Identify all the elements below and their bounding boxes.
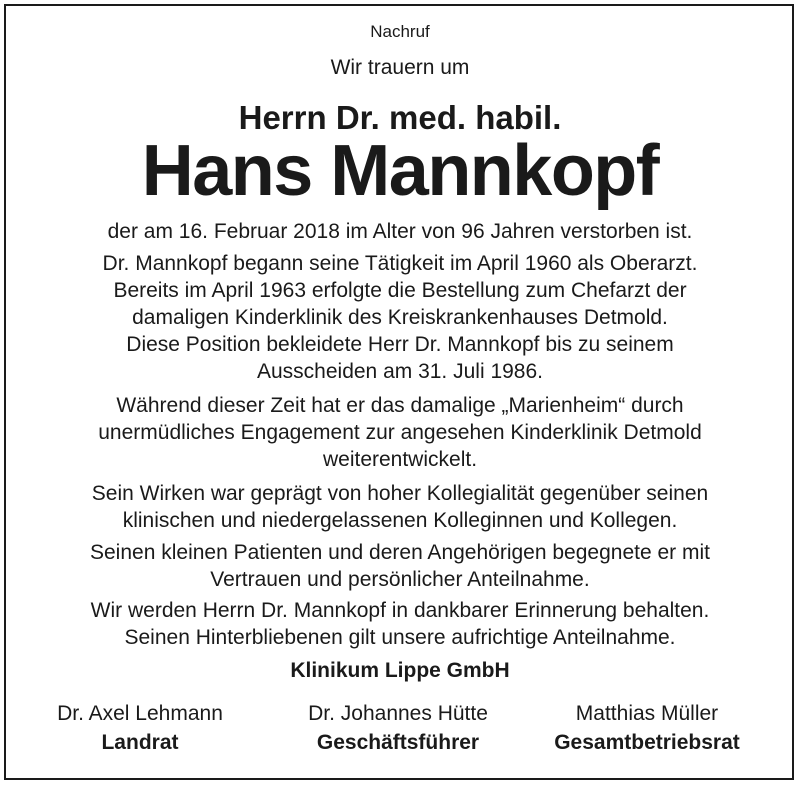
signatory-role: Landrat <box>101 731 179 754</box>
notice-intro: Wir trauern um <box>330 56 470 79</box>
signatory-2 <box>262 700 534 758</box>
signatory-1 <box>20 700 260 758</box>
text-line: Wir werden Herrn Dr. Mannkopf in dankbarer Erinnerung behalten. <box>90 599 710 622</box>
signatory-name: Dr. Johannes Hütte <box>308 702 488 725</box>
text-line: unermüdliches Engagement zur angesehen Kinderklinik Detmold <box>98 421 702 444</box>
text-line: Vertrauen und persönlicher Anteilnahme. <box>210 568 590 591</box>
text-line: Diese Position bekleidete Herr Dr. Mannkopf bis zu seinem <box>126 333 674 356</box>
text-line: Während dieser Zeit hat er das damalige „Marienheim“ durch <box>116 394 684 417</box>
text-line: der am 16. Februar 2018 im Alter von 96 Jahren verstorben ist. <box>107 220 693 243</box>
organization-name: Klinikum Lippe GmbH <box>290 659 510 682</box>
signatory-3 <box>512 700 782 758</box>
text-line: damaligen Kinderklinik des Kreiskrankenhauses Detmold. <box>132 306 668 329</box>
text-line: Dr. Mannkopf begann seine Tätigkeit im April 1960 als Oberarzt. <box>102 252 698 275</box>
paragraph-patients <box>0 539 800 593</box>
signatory-name: Dr. Axel Lehmann <box>57 702 223 725</box>
text-line: Seinen Hinterbliebenen gilt unsere aufrichtige Anteilnahme. <box>124 626 676 649</box>
signatory-name: Matthias Müller <box>575 702 719 725</box>
signatory-role: Geschäftsführer <box>316 731 480 754</box>
text-line: Seinen kleinen Patienten und deren Angehörigen begegnete er mit <box>90 541 710 564</box>
paragraph-collegiality <box>0 480 800 534</box>
deceased-name: Hans Mannkopf <box>141 131 659 211</box>
text-line: weiterentwickelt. <box>322 448 478 471</box>
paragraph-remembrance <box>0 597 800 651</box>
deceased-title: Herrn Dr. med. habil. <box>238 99 562 136</box>
text-line: Bereits im April 1963 erfolgte die Bestellung zum Chefarzt der <box>113 279 687 302</box>
signatory-role: Gesamtbetriebsrat <box>554 731 740 754</box>
text-line: klinischen und niedergelassenen Kolleginnen und Kollegen. <box>122 509 678 532</box>
notice-label: Nachruf <box>370 22 430 41</box>
paragraph-marienheim <box>0 392 800 473</box>
paragraph-career <box>0 250 800 385</box>
text-line: Ausscheiden am 31. Juli 1986. <box>256 360 543 383</box>
paragraph-death-info <box>0 218 800 245</box>
text-line: Sein Wirken war geprägt von hoher Kollegialität gegenüber seinen <box>91 482 709 505</box>
